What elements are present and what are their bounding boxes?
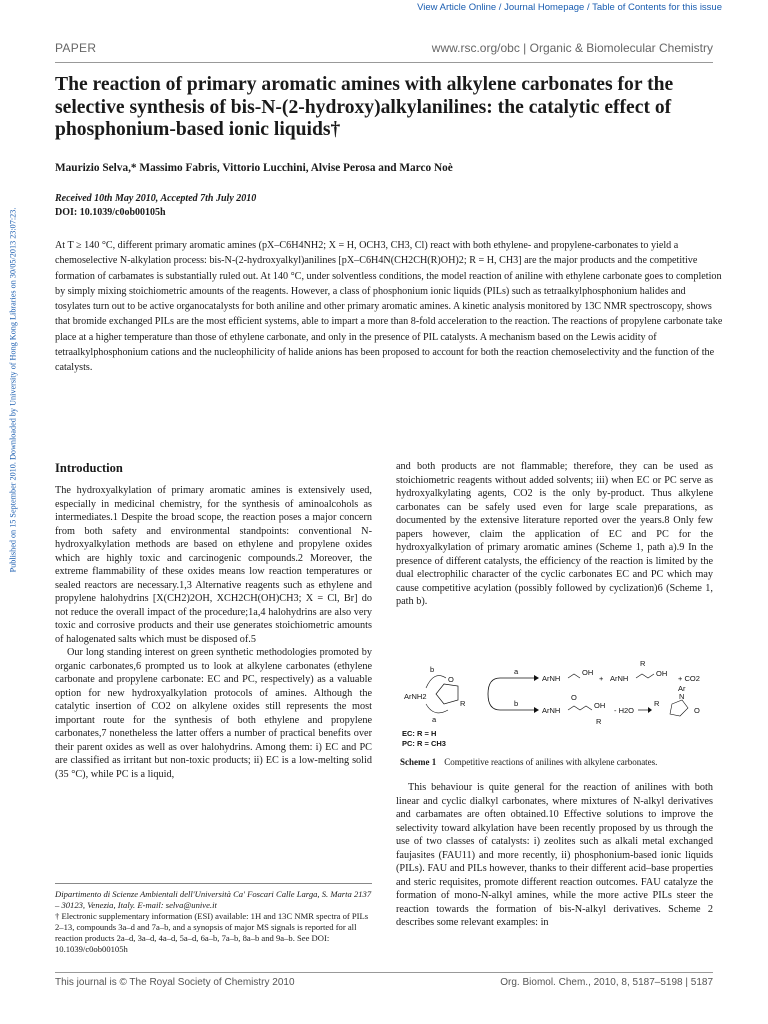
download-notice-text: Published on 15 September 2010. Downloaded by University of Hong Kong Libraries on 30/05/2013 23:07:23. bbox=[8, 207, 18, 573]
received-date: Received 10th May 2010, Accepted 7th July 2010 bbox=[55, 193, 257, 204]
branch-brace bbox=[488, 678, 500, 710]
article-dates bbox=[55, 192, 256, 219]
path-b-arrow bbox=[426, 676, 446, 688]
scheme-r-oxazolidinone: R bbox=[654, 699, 660, 708]
scheme-pc-definition: PC: R = CH3 bbox=[402, 739, 446, 748]
scheme-r-bottom: R bbox=[596, 717, 602, 726]
section-label: PAPER bbox=[55, 41, 97, 55]
caption-text: Competitive reactions of anilines with alkylene carbonates. bbox=[444, 757, 658, 767]
introduction-heading: Introduction bbox=[55, 461, 123, 475]
carbamate-chain bbox=[568, 706, 592, 710]
scheme-label-b: b bbox=[514, 699, 519, 708]
scheme-caption bbox=[400, 757, 657, 767]
view-article-online-link[interactable]: View Article Online / Journal Homepage / Table of Contents for this issue bbox=[417, 2, 722, 13]
scheme-ar: Ar bbox=[678, 684, 686, 693]
intro-paragraph-1: The hydroxyalkylation of primary aromatic amines is extensively used, especially in medicinal chemistry, for the synthesis of aminoalcohols as intermediates.1 Despite the broad scope, the reaction poses a major concern from both safety and environmental standpoints: conventional N-hydroxyalkylation methods are based on ethylene and propylene oxides which are highly toxic and carcinogenic compounds.2 Moreover, the extreme flammability of these oxides means low reaction temperatures or sealed reactors are necessary.1,3 Alternative reagents such as ethylene and propylene halohydrins [X(CH2)2OH, XCH2CH(OH)CH3; X = Cl, Br] do not reduce the overall impact of the procedure;1a,4 halohydrins are also very toxic and corrosive products and their use generates stoichiometric amounts of halogenated salts which must be disposed of.5 bbox=[55, 485, 372, 645]
right-column-bottom bbox=[396, 781, 713, 930]
footer-rule bbox=[55, 972, 713, 973]
doi: DOI: 10.1039/c0ob00105h bbox=[55, 206, 166, 218]
intro-paragraph-2: Our long standing interest on green synthetic methodologies promoted by organic carbonates,6 prompted us to look at alkylene carbonates (ethylene carbonate and propylene carbonate: EC and PC, respectively) as a valuable option for new hydroxyalkylation protocols of amines. Although the catalytic insertion of CO2 on alkylene oxides still represents the most important route for the synthesis of both ethylene and propylene carbonates,7 nonetheless the latter offers a number of practical benefits over their parent oxides as well as over halohydrins. Among them: i) EC and PC are classified as irritant but non-toxic products; ii) EC is a low-melting solid (35 °C), while PC is a liquid, bbox=[55, 647, 372, 780]
oxazolidinone-ring bbox=[670, 700, 688, 716]
affiliation-footnote: Dipartimento di Scienze Ambientali dell'Università Ca' Foscari Calle Larga, S. Marta 2137 – 30123, Venezia, Italy. E-mail: selva@unive.it bbox=[55, 889, 372, 910]
right-paragraph-2: This behaviour is quite general for the reaction of anilines with both linear and cyclic dialkyl carbonates, where mixtures of N-alkyl derivatives and carbamates are often obtained.10 Effective solutions to improve the selectivity toward alkylation have been recently proposed by us through the use of two classes of catalysts: i) zeolites such as alkali metal exchanged faujasites (FAU11) and more recently, ii) phosphonium-based ionic liquids (PILs). FAU and PILs however, thanks to their different acid–base properties and steric requisites, promote different reaction outcomes. FAU catalyze the formation of mono-N-alkyl amines, while the more active PILs steer the reaction towards the formation of bis-N-alkyl derivatives. Scheme 2 describes some relevant examples: in bbox=[396, 782, 713, 928]
author-list: Maurizio Selva,* Massimo Fabris, Vittorio Lucchini, Alvise Perosa and Marco Noè bbox=[55, 162, 453, 174]
scheme-oh-1: OH bbox=[582, 668, 594, 677]
scheme-ec-definition: EC: R = H bbox=[402, 729, 437, 738]
footnotes bbox=[55, 883, 372, 955]
scheme-r-top: R bbox=[640, 659, 646, 668]
arrow-cyclize-head bbox=[648, 707, 652, 713]
scheme-plus: + bbox=[599, 674, 604, 683]
header-rule bbox=[55, 62, 713, 63]
esi-footnote: † Electronic supplementary information (ESI) available: 1H and 13C NMR spectra of PILs 2–13, compounds 3a–d and 7a–b, and a synopsis of major MS signals is reported for all reaction products 2a–d, 3a–d, 4a–d, 5a–d, 6a–b, 7a–b, 8a–b and 9a–b. See DOI: 10.1039/c0ob00105h bbox=[55, 911, 369, 954]
scheme-o-top: O bbox=[448, 675, 454, 684]
scheme-carbonyl-o: O bbox=[571, 693, 577, 702]
scheme-arnh2: ArNH2 bbox=[404, 692, 427, 701]
right-column-top bbox=[396, 460, 713, 609]
scheme-label-b-left: b bbox=[430, 665, 435, 674]
article-title: The reaction of primary aromatic amines with alkylene carbonates for the selective synthesis of bis-N-(2-hydroxy)alkylanilines: the catalytic effect of phosphonium-based ionic liquids† bbox=[55, 74, 674, 140]
download-notice bbox=[6, 150, 20, 630]
path-a-arrow bbox=[426, 704, 448, 713]
chain-1 bbox=[568, 674, 580, 678]
chain-2 bbox=[636, 674, 654, 678]
scheme-label-a: a bbox=[514, 667, 519, 676]
scheme-product-arnh-2: ArNH bbox=[610, 674, 629, 683]
scheme-oh-2: OH bbox=[656, 669, 668, 678]
scheme-co2: + CO2 bbox=[678, 674, 700, 683]
right-paragraph-1: and both products are not flammable; therefore, they can be used as stoichiometric reagents without added solvents; iii) when EC or PC serve as hydroxyalkylating agents, CO2 is the only by-product. Thus alkylene carbonates can be safely used even for large scale preparations, as documented by the extensive literature reported over the years.8 Only few papers however, claim the application of EC and PC for the hydroxyalkylation of primary aromatic amines (Scheme 1, path a).9 In the presence of different catalysts, the efficiency of the reaction is limited by the dual electrophilic character of the cyclic carbonates EC and PC which may cause competitive acylation (possibly followed by cyclization)6 (Scheme 1, path b). bbox=[396, 461, 713, 607]
carbonate-ring bbox=[436, 684, 458, 704]
arrow-b-head bbox=[534, 707, 539, 713]
footer-copyright: This journal is © The Royal Society of Chemistry 2010 bbox=[55, 977, 295, 988]
scheme-r-ring: R bbox=[460, 699, 466, 708]
scheme-product-arnh-1: ArNH bbox=[542, 674, 561, 683]
abstract: At T ≥ 140 °C, different primary aromatic amines (pX–C6H4NH2; X = H, OCH3, CH3, Cl) react with both ethylene- and propylene-carbonates to yield a chemoselective N-alkylation process: bis-N-(2-hydroxyalkyl)anilines [pX–C6H4N(CH2CH(R)OH)2; R = H, CH3] are the major products and the competitive formation of carbamates is substantially ruled out. At 140 °C, under solventless conditions, the model reaction of aniline with ethylene carbonate goes to completion by simply mixing stoichiometric amounts of the reagents. However, a class of phosphonium ionic liquids (PILs) such as tetraalkylphosphonium halides and tosylates turn out to be active organocatalysts for both aniline and other primary aromatic amines. A kinetic analysis monitored by 13C NMR spectroscopy, shows that bromide exchanged PILs are the most efficient systems, able to impart a more than 8-fold acceleration to the reaction. The reactions of propylene carbonate take place at a higher temperature than those of ethylene carbonate, and only in the presence of PIL catalysts. A mechanism based on the Lewis acidity of tetraalkylphosphonium cations and the nucleophilicity of halide anions has been proposed to account for both the reaction chemoselectivity and the function of the catalysts. bbox=[55, 240, 723, 374]
arrow-a-head bbox=[534, 675, 539, 681]
footer-citation: Org. Biomol. Chem., 2010, 8, 5187–5198 | 5187 bbox=[500, 977, 713, 988]
scheme-o-exo: O bbox=[694, 706, 700, 715]
scheme-n: N bbox=[679, 692, 685, 701]
scheme-carbamate-arnh: ArNH bbox=[542, 706, 561, 715]
scheme-label-a-left: a bbox=[432, 715, 437, 724]
scheme-oh-3: OH bbox=[594, 701, 606, 710]
scheme-h2o: - H2O bbox=[614, 706, 635, 715]
scheme-1-diagram bbox=[396, 658, 713, 750]
caption-label: Scheme 1 bbox=[400, 757, 437, 767]
left-column bbox=[55, 484, 372, 781]
journal-header: www.rsc.org/obc | Organic & Biomolecular Chemistry bbox=[431, 41, 713, 55]
